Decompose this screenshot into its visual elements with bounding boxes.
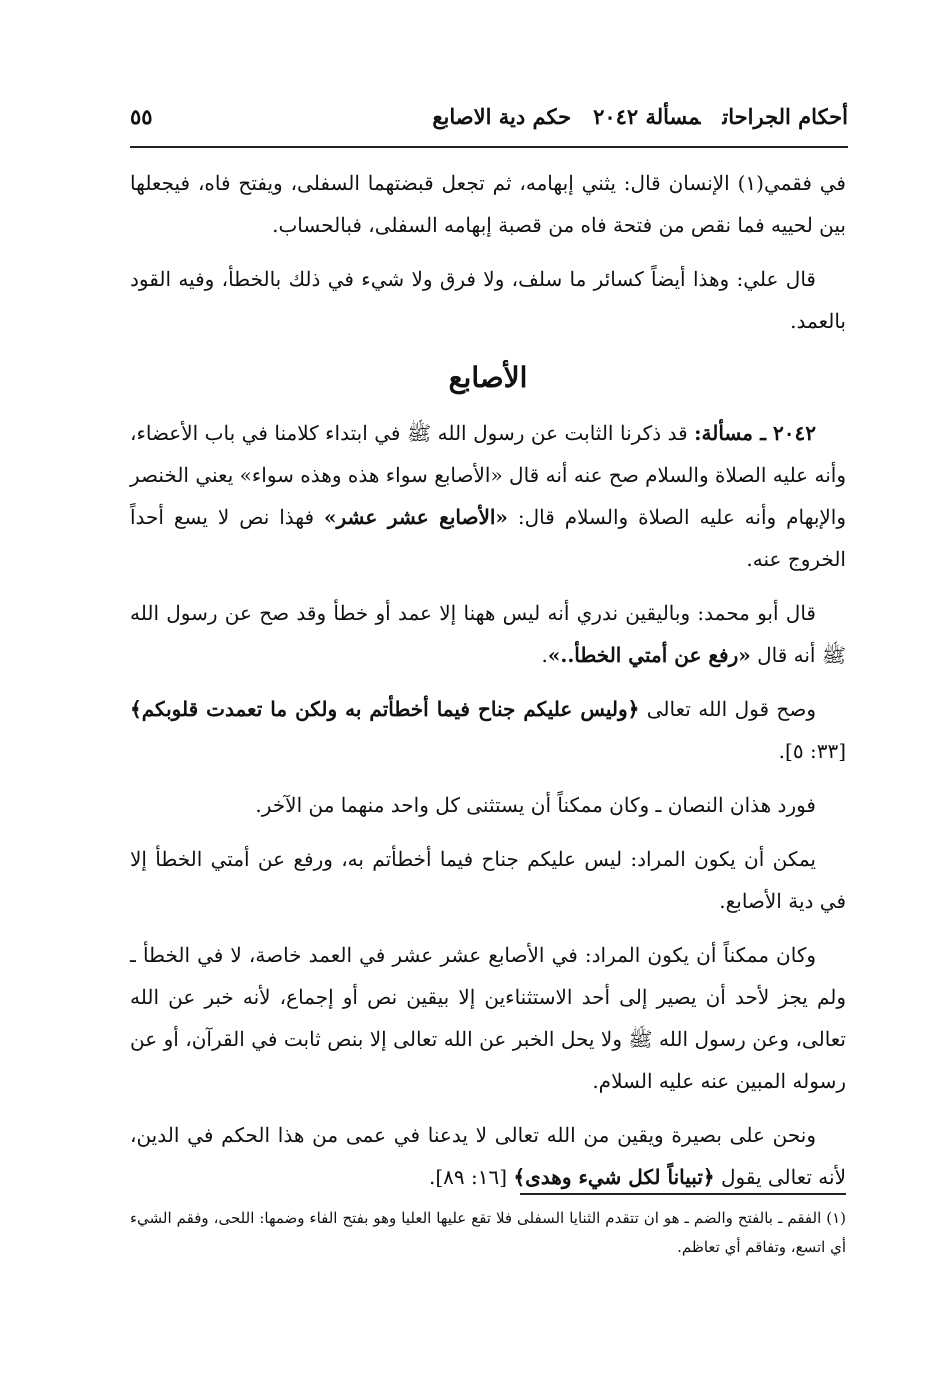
- issue-title: حكم دية الاصابع: [432, 104, 572, 129]
- footnote-divider: [520, 1193, 846, 1195]
- paragraph-4: [130, 592, 846, 676]
- paragraph-4-text-a: قال أبو محمد: وباليقين ندري أنه ليس ههنا إلا عمد أو خطأ وقد صح عن رسول الله ﷺ أنه قال: [130, 601, 846, 667]
- footnote-text: (١) الفقم ـ بالفتح والضم ـ هو ان تتقدم الثنايا السفلى فلا تقع عليها العليا وهو بفتح الفاء وضمها: اللحى، وفقم الشيء أي اتسع، وتفاقم أي تعاظم.: [130, 1209, 846, 1256]
- book-title: أحكام الجراحات: [722, 104, 848, 129]
- main-text: [130, 162, 846, 1210]
- hadith-quote: «الأصابع عشر عشر»: [323, 505, 508, 529]
- paragraph-5-text-a: وصح قول الله تعالى: [639, 697, 816, 721]
- issue-number: مسألة ٢٠٤٢: [593, 104, 701, 129]
- paragraph-9: [130, 1114, 846, 1198]
- running-header: [130, 104, 848, 144]
- hadith-quote-2: «رفع عن أمتي الخطأ..»: [547, 643, 751, 667]
- quran-quote-2: ﴿تبياناً لكل شيء وهدى﴾: [513, 1165, 715, 1189]
- paragraph-3-text-a: قد ذكرنا الثابت عن رسول الله ﷺ في ابتداء كلامنا في باب الأعضاء، وأنه عليه الصلاة والسلام صح عنه أنه قال «الأصابع سواء هذه وهذه سواء» يعني الخنصر والإبهام وأنه عليه الصلاة والسلام قال:: [130, 421, 847, 529]
- section-heading: الأصابع: [448, 361, 528, 394]
- paragraph-7: يمكن أن يكون المراد: ليس عليكم جناح فيما أخطأتم به، ورفع عن أمتي الخطأ إلا في دية الأصابع.: [130, 847, 846, 913]
- running-title: [410, 104, 848, 129]
- paragraph-8: وكان ممكناً أن يكون المراد: في الأصابع عشر عشر في العمد خاصة، لا في الخطأ ـ ولم يجز لأحد أن يصير إلى أحد الاستثناءين إلا بيقين نص أو إجماع، لأنه خبر عن الله تعالى، وعن رسول الله ﷺ ولا يحل الخبر عن الله تعالى إلا بنص ثابت في القرآن، أو عن رسوله المبين عنه عليه السلام.: [130, 943, 846, 1093]
- paragraph-2: قال علي: وهذا أيضاً كسائر ما سلف، ولا فرق ولا شيء في ذلك بالخطأ، وفيه القود بالعمد.: [130, 267, 846, 333]
- paragraph-9-text-a: ونحن على بصيرة ويقين من الله تعالى لا يدعنا في عمى من هذا الحكم في الدين، لأنه تعالى يقول: [130, 1123, 846, 1189]
- paragraph-3-text-b: فهذا نص لا يسع أحداً الخروج عنه.: [130, 505, 846, 571]
- paragraph-6: فورد هذان النصان ـ وكان ممكناً أن يستثنى كل واحد منهما من الآخر.: [255, 793, 816, 817]
- issue-lead: ٢٠٤٢ ـ مسألة:: [694, 421, 816, 445]
- footnote: [130, 1204, 846, 1262]
- quran-quote: ﴿وليس عليكم جناح فيما أخطأتم به ولكن ما تعمدت قلوبكم﴾: [130, 697, 640, 721]
- paragraph-1: في فقمي(١) الإنسان قال: يثني إبهامه، ثم تجعل قبضتهما السفلى، ويفتح فاه، فيجعلها بين لحييه فما نقص من فتحة فاه من قصبة إبهامه السفلى، فبالحساب.: [130, 171, 846, 237]
- paragraph-4-text-b: .: [541, 643, 548, 667]
- paragraph-9-text-b: [١٦: ٨٩].: [428, 1165, 514, 1189]
- header-divider: [130, 146, 848, 148]
- paragraph-3: [130, 412, 846, 580]
- page-number: ٥٥: [130, 104, 153, 129]
- paragraph-5: [130, 688, 846, 772]
- paragraph-5-text-b: [٣٣: ٥].: [778, 739, 846, 763]
